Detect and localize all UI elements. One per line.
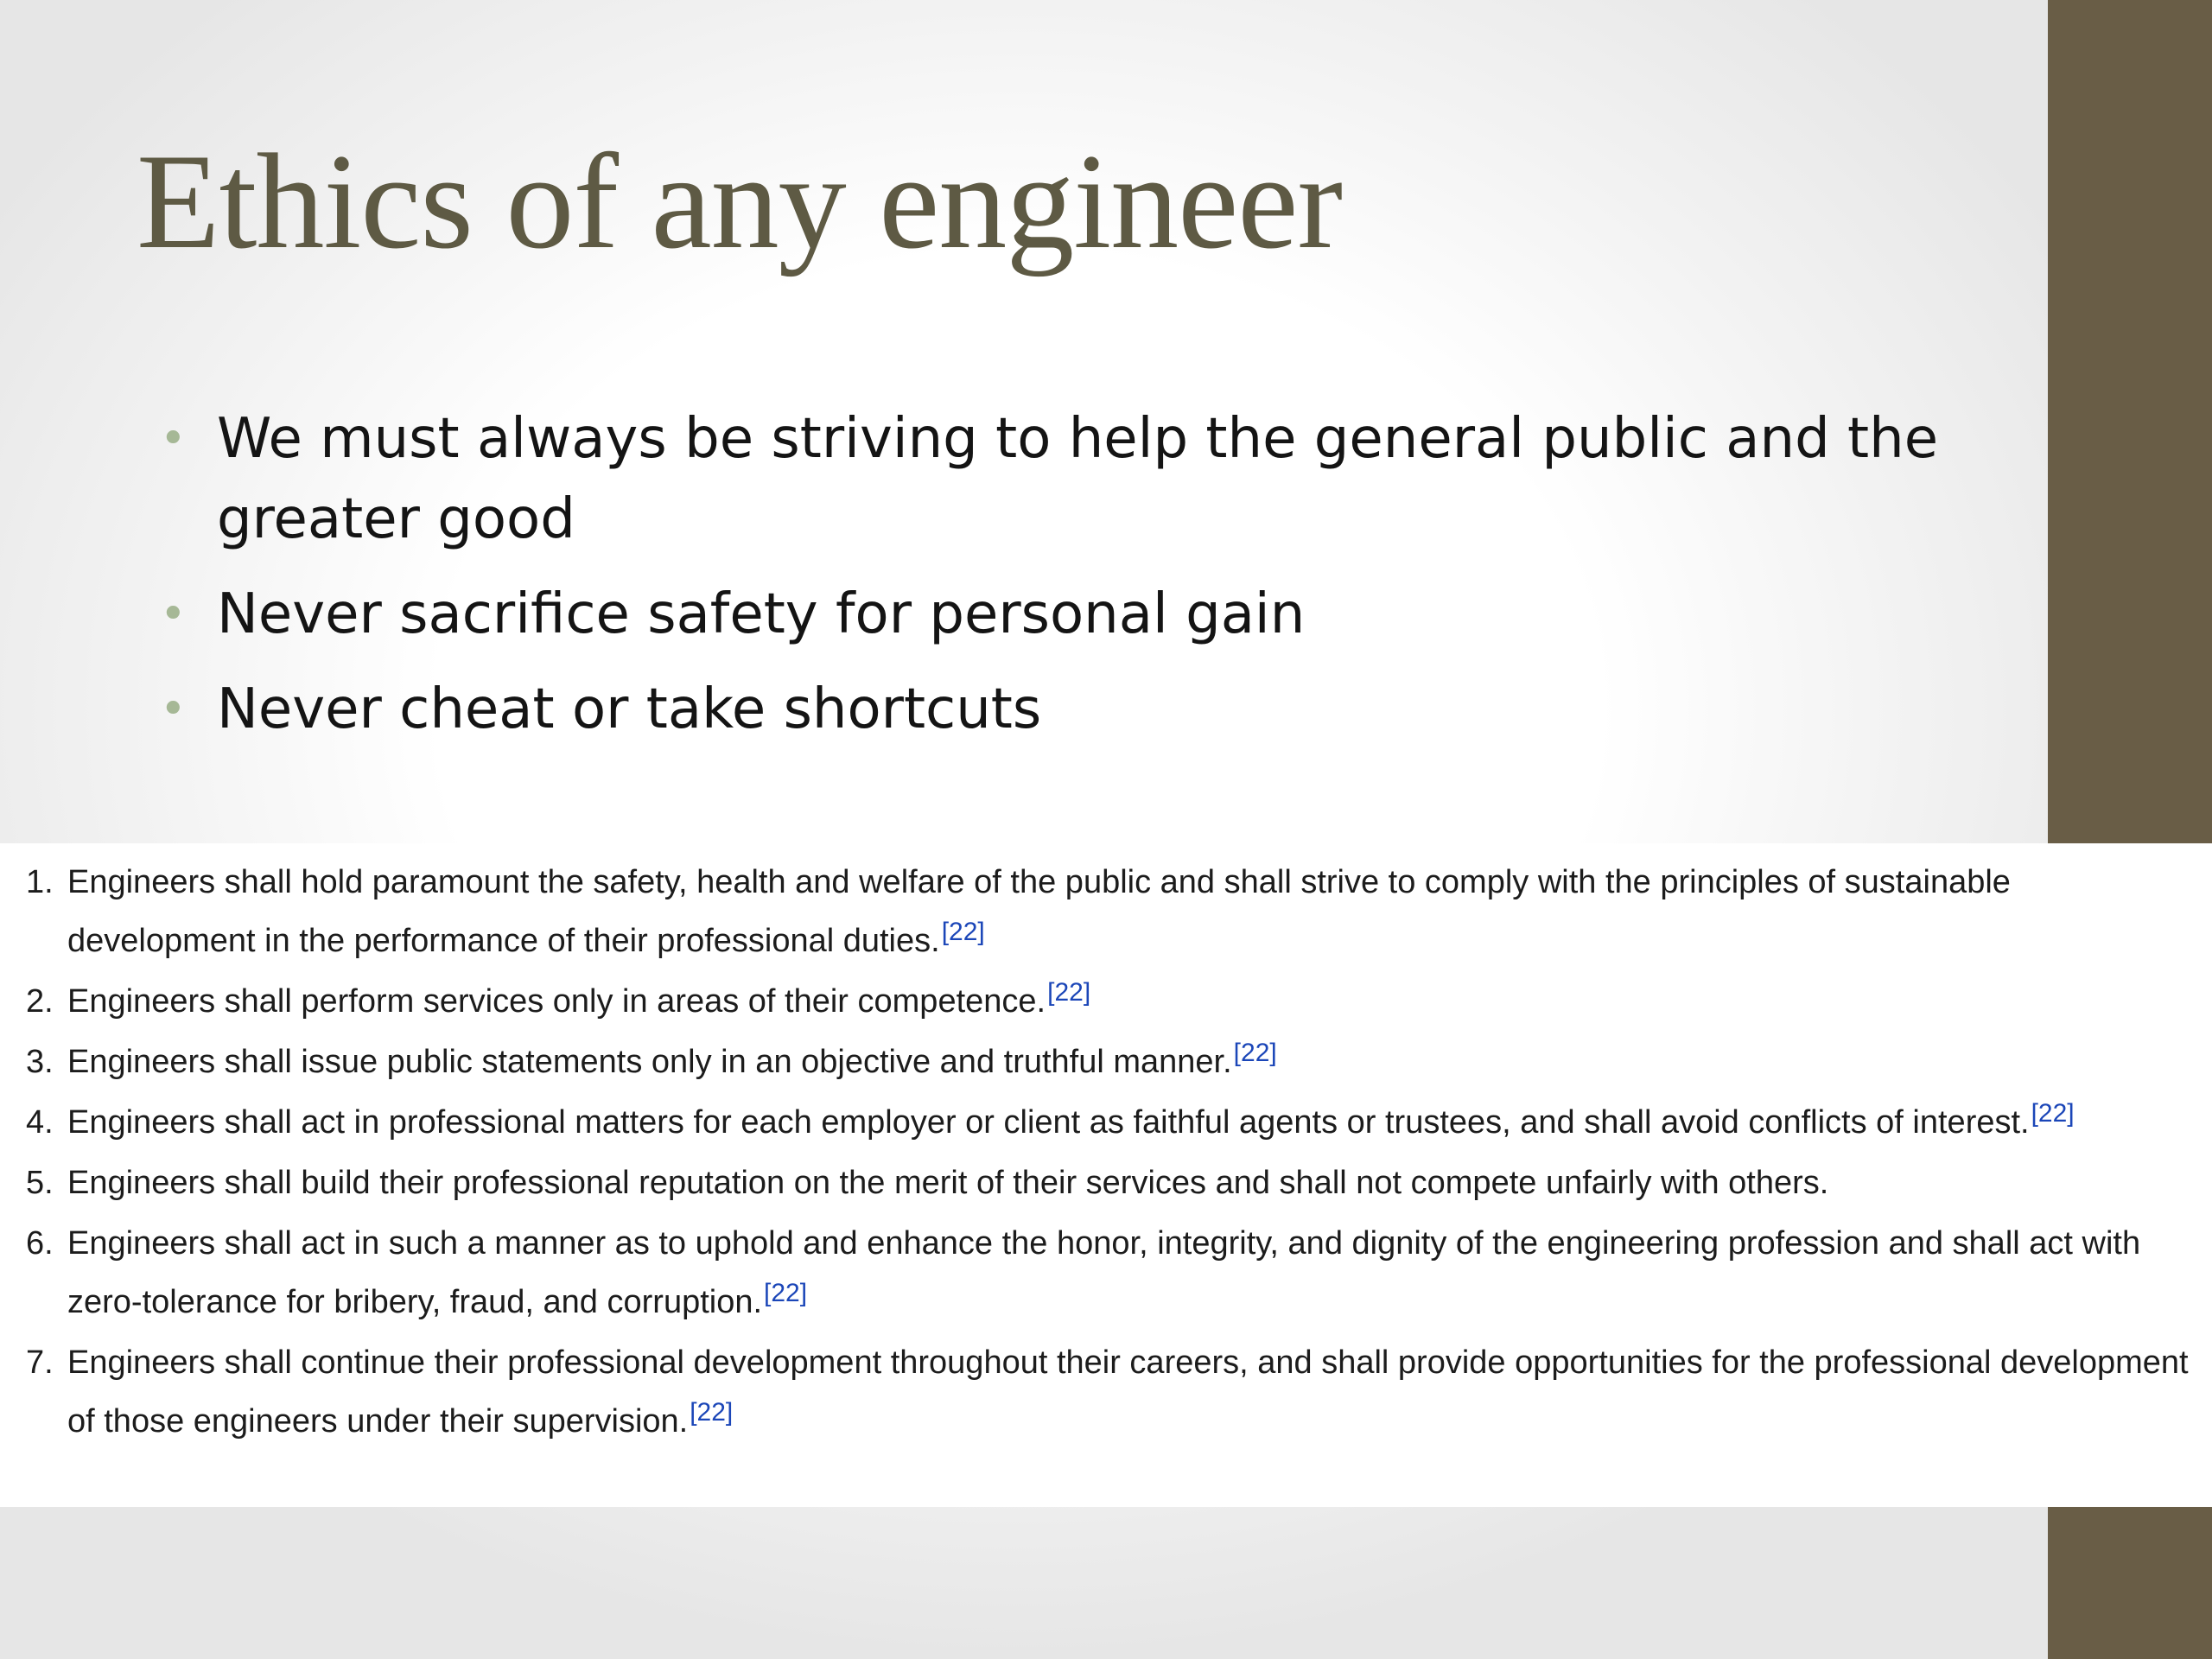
bullet-marker: • <box>160 413 187 465</box>
reference-link[interactable]: [22] <box>2031 1099 2075 1128</box>
code-item-5 <box>0 1154 2212 1212</box>
reference-link[interactable]: [22] <box>1233 1039 1277 1067</box>
code-item-number: 4. <box>26 1104 54 1141</box>
code-item-text: Engineers shall hold paramount the safety, health and welfare of the public and shall strive to comply with the principles of sustainable development in the performance of their professional duties. <box>67 864 2011 959</box>
code-item-3 <box>0 1033 2212 1091</box>
bullet-marker: • <box>160 683 187 735</box>
code-item-text: Engineers shall continue their professional development throughout their careers, and shall provide opportunities for the professional development of those engineers under their supervision. <box>67 1344 2189 1440</box>
code-of-ethics-list <box>0 843 2212 1451</box>
bullet-item <box>160 399 2009 560</box>
code-item-text: Engineers shall issue public statements only in an objective and truthful manner. <box>67 1044 1232 1080</box>
code-item-text: Engineers shall act in professional matters for each employer or client as faithful agents or trustees, and shall avoid conflicts of interest. <box>67 1104 2030 1141</box>
reference-link[interactable]: [22] <box>690 1398 734 1427</box>
code-item-text: Engineers shall perform services only in areas of their competence. <box>67 983 1046 1020</box>
slide-title: Ethics of any engineer <box>137 126 1343 277</box>
bullet-item <box>160 575 2009 655</box>
code-of-ethics-excerpt <box>0 843 2212 1507</box>
code-item-number: 7. <box>26 1344 54 1381</box>
reference-link[interactable]: [22] <box>1047 978 1091 1007</box>
bullet-list <box>160 399 2009 765</box>
bullet-text: We must always be striving to help the general public and the greater good <box>217 407 1939 551</box>
reference-link[interactable]: [22] <box>941 918 985 946</box>
code-item-2 <box>0 972 2212 1031</box>
code-item-number: 5. <box>26 1165 54 1201</box>
bullet-text: Never cheat or take shortcuts <box>217 677 1042 741</box>
code-item-1 <box>0 853 2212 970</box>
code-item-text: Engineers shall act in such a manner as to uphold and enhance the honor, integrity, and dignity of the engineering profession and shall act with zero-tolerance for bribery, fraud, and corruption. <box>67 1225 2141 1320</box>
code-item-text: Engineers shall build their professional reputation on the merit of their services and shall not compete unfairly with others. <box>67 1165 1829 1201</box>
bullet-item <box>160 670 2009 750</box>
bullet-marker: • <box>160 588 187 640</box>
code-item-number: 2. <box>26 983 54 1020</box>
code-item-6 <box>0 1214 2212 1332</box>
code-item-number: 3. <box>26 1044 54 1080</box>
code-item-number: 6. <box>26 1225 54 1262</box>
reference-link[interactable]: [22] <box>764 1279 808 1307</box>
code-item-number: 1. <box>26 864 54 900</box>
code-item-7 <box>0 1333 2212 1451</box>
code-item-4 <box>0 1093 2212 1152</box>
bullet-text: Never sacrifice safety for personal gain <box>217 582 1306 646</box>
